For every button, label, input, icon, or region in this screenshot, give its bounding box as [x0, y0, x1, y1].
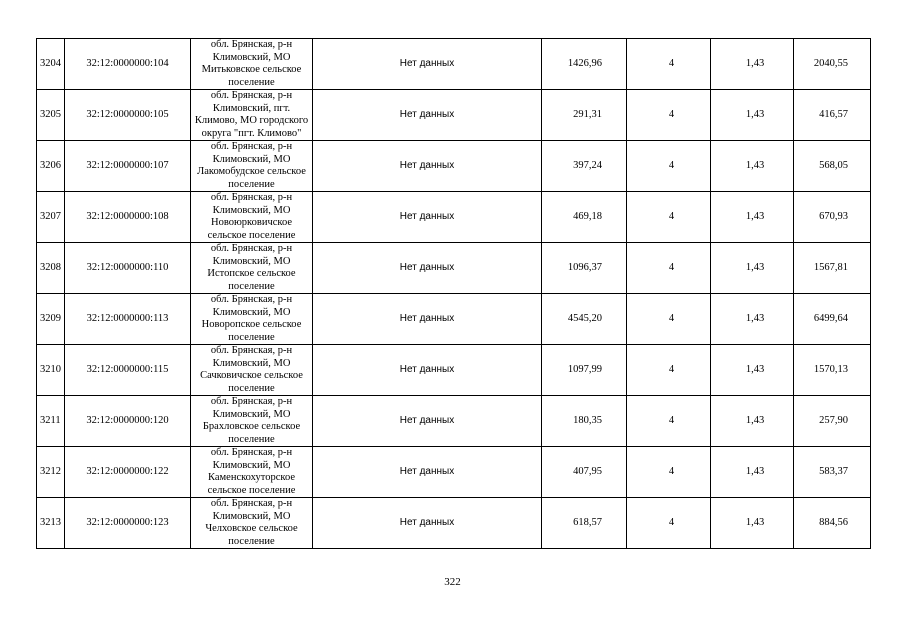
description-cell: Нет данных	[313, 39, 542, 90]
total-cell: 416,57	[794, 90, 871, 141]
cadastral-number-cell: 32:12:0000000:104	[65, 39, 191, 90]
total-cell: 568,05	[794, 141, 871, 192]
total-cell: 583,37	[794, 447, 871, 498]
coefficient-cell: 1,43	[711, 90, 794, 141]
table-row	[37, 294, 871, 345]
area-cell: 1096,37	[542, 243, 627, 294]
address-cell: обл. Брянская, р-н Климовский, МО Брахловское сельское поселение	[191, 396, 313, 447]
cadastral-number-cell: 32:12:0000000:122	[65, 447, 191, 498]
coefficient-cell: 1,43	[711, 39, 794, 90]
total-cell: 257,90	[794, 396, 871, 447]
data-table	[36, 38, 871, 549]
address-cell: обл. Брянская, р-н Климовский, МО Митьковское сельское поселение	[191, 39, 313, 90]
address-cell: обл. Брянская, р-н Климовский, МО Сачковичское сельское поселение	[191, 345, 313, 396]
total-cell: 1567,81	[794, 243, 871, 294]
category-cell: 4	[627, 39, 711, 90]
category-cell: 4	[627, 345, 711, 396]
coefficient-cell: 1,43	[711, 447, 794, 498]
table-row	[37, 447, 871, 498]
address-cell: обл. Брянская, р-н Климовский, МО Новоропское сельское поселение	[191, 294, 313, 345]
table-row	[37, 90, 871, 141]
area-cell: 1426,96	[542, 39, 627, 90]
description-cell: Нет данных	[313, 141, 542, 192]
total-cell: 884,56	[794, 498, 871, 549]
row-number-cell: 3211	[37, 396, 65, 447]
address-cell: обл. Брянская, р-н Климовский, МО Истопское сельское поселение	[191, 243, 313, 294]
description-cell: Нет данных	[313, 243, 542, 294]
cadastral-number-cell: 32:12:0000000:110	[65, 243, 191, 294]
row-number-cell: 3205	[37, 90, 65, 141]
area-cell: 618,57	[542, 498, 627, 549]
table-row	[37, 141, 871, 192]
coefficient-cell: 1,43	[711, 243, 794, 294]
table-row	[37, 192, 871, 243]
category-cell: 4	[627, 447, 711, 498]
row-number-cell: 3209	[37, 294, 65, 345]
area-cell: 407,95	[542, 447, 627, 498]
table-row	[37, 39, 871, 90]
category-cell: 4	[627, 243, 711, 294]
coefficient-cell: 1,43	[711, 498, 794, 549]
table-row	[37, 243, 871, 294]
total-cell: 6499,64	[794, 294, 871, 345]
description-cell: Нет данных	[313, 345, 542, 396]
row-number-cell: 3207	[37, 192, 65, 243]
cadastral-number-cell: 32:12:0000000:120	[65, 396, 191, 447]
row-number-cell: 3210	[37, 345, 65, 396]
row-number-cell: 3208	[37, 243, 65, 294]
category-cell: 4	[627, 90, 711, 141]
cadastral-number-cell: 32:12:0000000:115	[65, 345, 191, 396]
description-cell: Нет данных	[313, 396, 542, 447]
cadastral-number-cell: 32:12:0000000:105	[65, 90, 191, 141]
coefficient-cell: 1,43	[711, 294, 794, 345]
row-number-cell: 3204	[37, 39, 65, 90]
category-cell: 4	[627, 498, 711, 549]
category-cell: 4	[627, 396, 711, 447]
category-cell: 4	[627, 192, 711, 243]
area-cell: 1097,99	[542, 345, 627, 396]
row-number-cell: 3206	[37, 141, 65, 192]
coefficient-cell: 1,43	[711, 396, 794, 447]
description-cell: Нет данных	[313, 294, 542, 345]
coefficient-cell: 1,43	[711, 192, 794, 243]
address-cell: обл. Брянская, р-н Климовский, МО Новоюрковичское сельское поселение	[191, 192, 313, 243]
cadastral-number-cell: 32:12:0000000:107	[65, 141, 191, 192]
cadastral-number-cell: 32:12:0000000:113	[65, 294, 191, 345]
table-body	[37, 39, 871, 549]
coefficient-cell: 1,43	[711, 141, 794, 192]
page-number: 322	[444, 576, 461, 588]
area-cell: 180,35	[542, 396, 627, 447]
table-row	[37, 498, 871, 549]
total-cell: 2040,55	[794, 39, 871, 90]
address-cell: обл. Брянская, р-н Климовский, МО Челховское сельское поселение	[191, 498, 313, 549]
address-cell: обл. Брянская, р-н Климовский, пгт. Климово, МО городского округа "пгт. Климово"	[191, 90, 313, 141]
area-cell: 469,18	[542, 192, 627, 243]
category-cell: 4	[627, 141, 711, 192]
address-cell: обл. Брянская, р-н Климовский, МО Лакомобудское сельское поселение	[191, 141, 313, 192]
total-cell: 670,93	[794, 192, 871, 243]
cadastral-number-cell: 32:12:0000000:108	[65, 192, 191, 243]
table-row	[37, 396, 871, 447]
table-row	[37, 345, 871, 396]
area-cell: 397,24	[542, 141, 627, 192]
address-cell: обл. Брянская, р-н Климовский, МО Каменскохуторское сельское поселение	[191, 447, 313, 498]
description-cell: Нет данных	[313, 192, 542, 243]
coefficient-cell: 1,43	[711, 345, 794, 396]
row-number-cell: 3212	[37, 447, 65, 498]
description-cell: Нет данных	[313, 498, 542, 549]
category-cell: 4	[627, 294, 711, 345]
row-number-cell: 3213	[37, 498, 65, 549]
description-cell: Нет данных	[313, 447, 542, 498]
description-cell: Нет данных	[313, 90, 542, 141]
cadastral-number-cell: 32:12:0000000:123	[65, 498, 191, 549]
area-cell: 4545,20	[542, 294, 627, 345]
area-cell: 291,31	[542, 90, 627, 141]
total-cell: 1570,13	[794, 345, 871, 396]
